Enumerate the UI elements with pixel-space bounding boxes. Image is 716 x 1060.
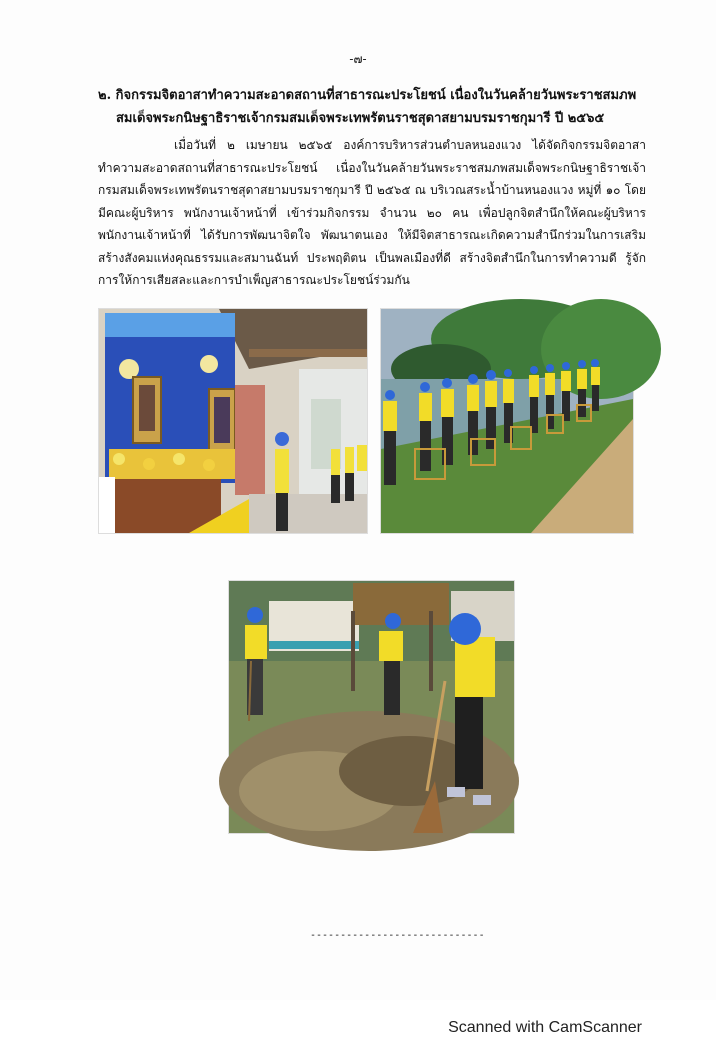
photo-volunteers-sweeping <box>228 580 515 834</box>
heading-line-2: สมเด็จพระกนิษฐาธิราชเจ้ากรมสมเด็จพระเทพรัตนราชสุดาสยามบรมราชกุมารี ปี ๒๕๖๕ <box>116 111 605 126</box>
page-number: -๗- <box>349 52 367 66</box>
section-heading <box>98 84 658 130</box>
heading-line-1: ๒. กิจกรรมจิตอาสาทำความสะอาดสถานที่สาธารณะประโยชน์ เนื่องในวันคล้ายวันพระราชสมภพ <box>98 88 637 103</box>
photo-stage-ceremony <box>98 308 368 534</box>
photo-volunteers-pond <box>380 308 634 534</box>
body-paragraph: เมื่อวันที่ ๒ เมษายน ๒๕๖๕ องค์การบริหารส่วนตำบลหนองแวง ได้จัดกิจกรรมจิตอาสาทำความสะอาดสถานที่สาธารณะประโยชน์ เนื่องในวันคล้ายวันพระราชสมภพสมเด็จพระกนิษฐาธิราชเจ้ากรมสมเด็จพระเทพรัตนราชสุดาสยามบรมราชกุมารี ปี ๒๕๖๕ ณ บริเวณสระน้ำบ้านหนองแวง หมู่ที่ ๑๐ โดยมีคณะผู้บริหาร พนักงานเจ้าหน้าที่ เข้าร่วมกิจกรรม จำนวน ๒๐ คน เพื่อปลูกจิตสำนึกให้คณะผู้บริหาร พนักงานเจ้าหน้าที่ ได้รับการพัฒนาจิตใจ พัฒนาตนเอง ให้มีจิตสาธารณะเกิดความสำนึกร่วมในการเสริมสร้างสังคมแห่งคุณธรรมและสมานฉันท์ ประพฤติตน เป็นพลเมืองที่ดี สร้างจิตสำนึกในการทำความดี รู้จักการให้การเสียสละและการบำเพ็ญสาธารณะประโยชน์ร่วมกัน <box>98 138 646 287</box>
scanner-watermark: Scanned with CamScanner <box>448 1019 642 1036</box>
end-divider: ----------------------------- <box>310 930 485 941</box>
